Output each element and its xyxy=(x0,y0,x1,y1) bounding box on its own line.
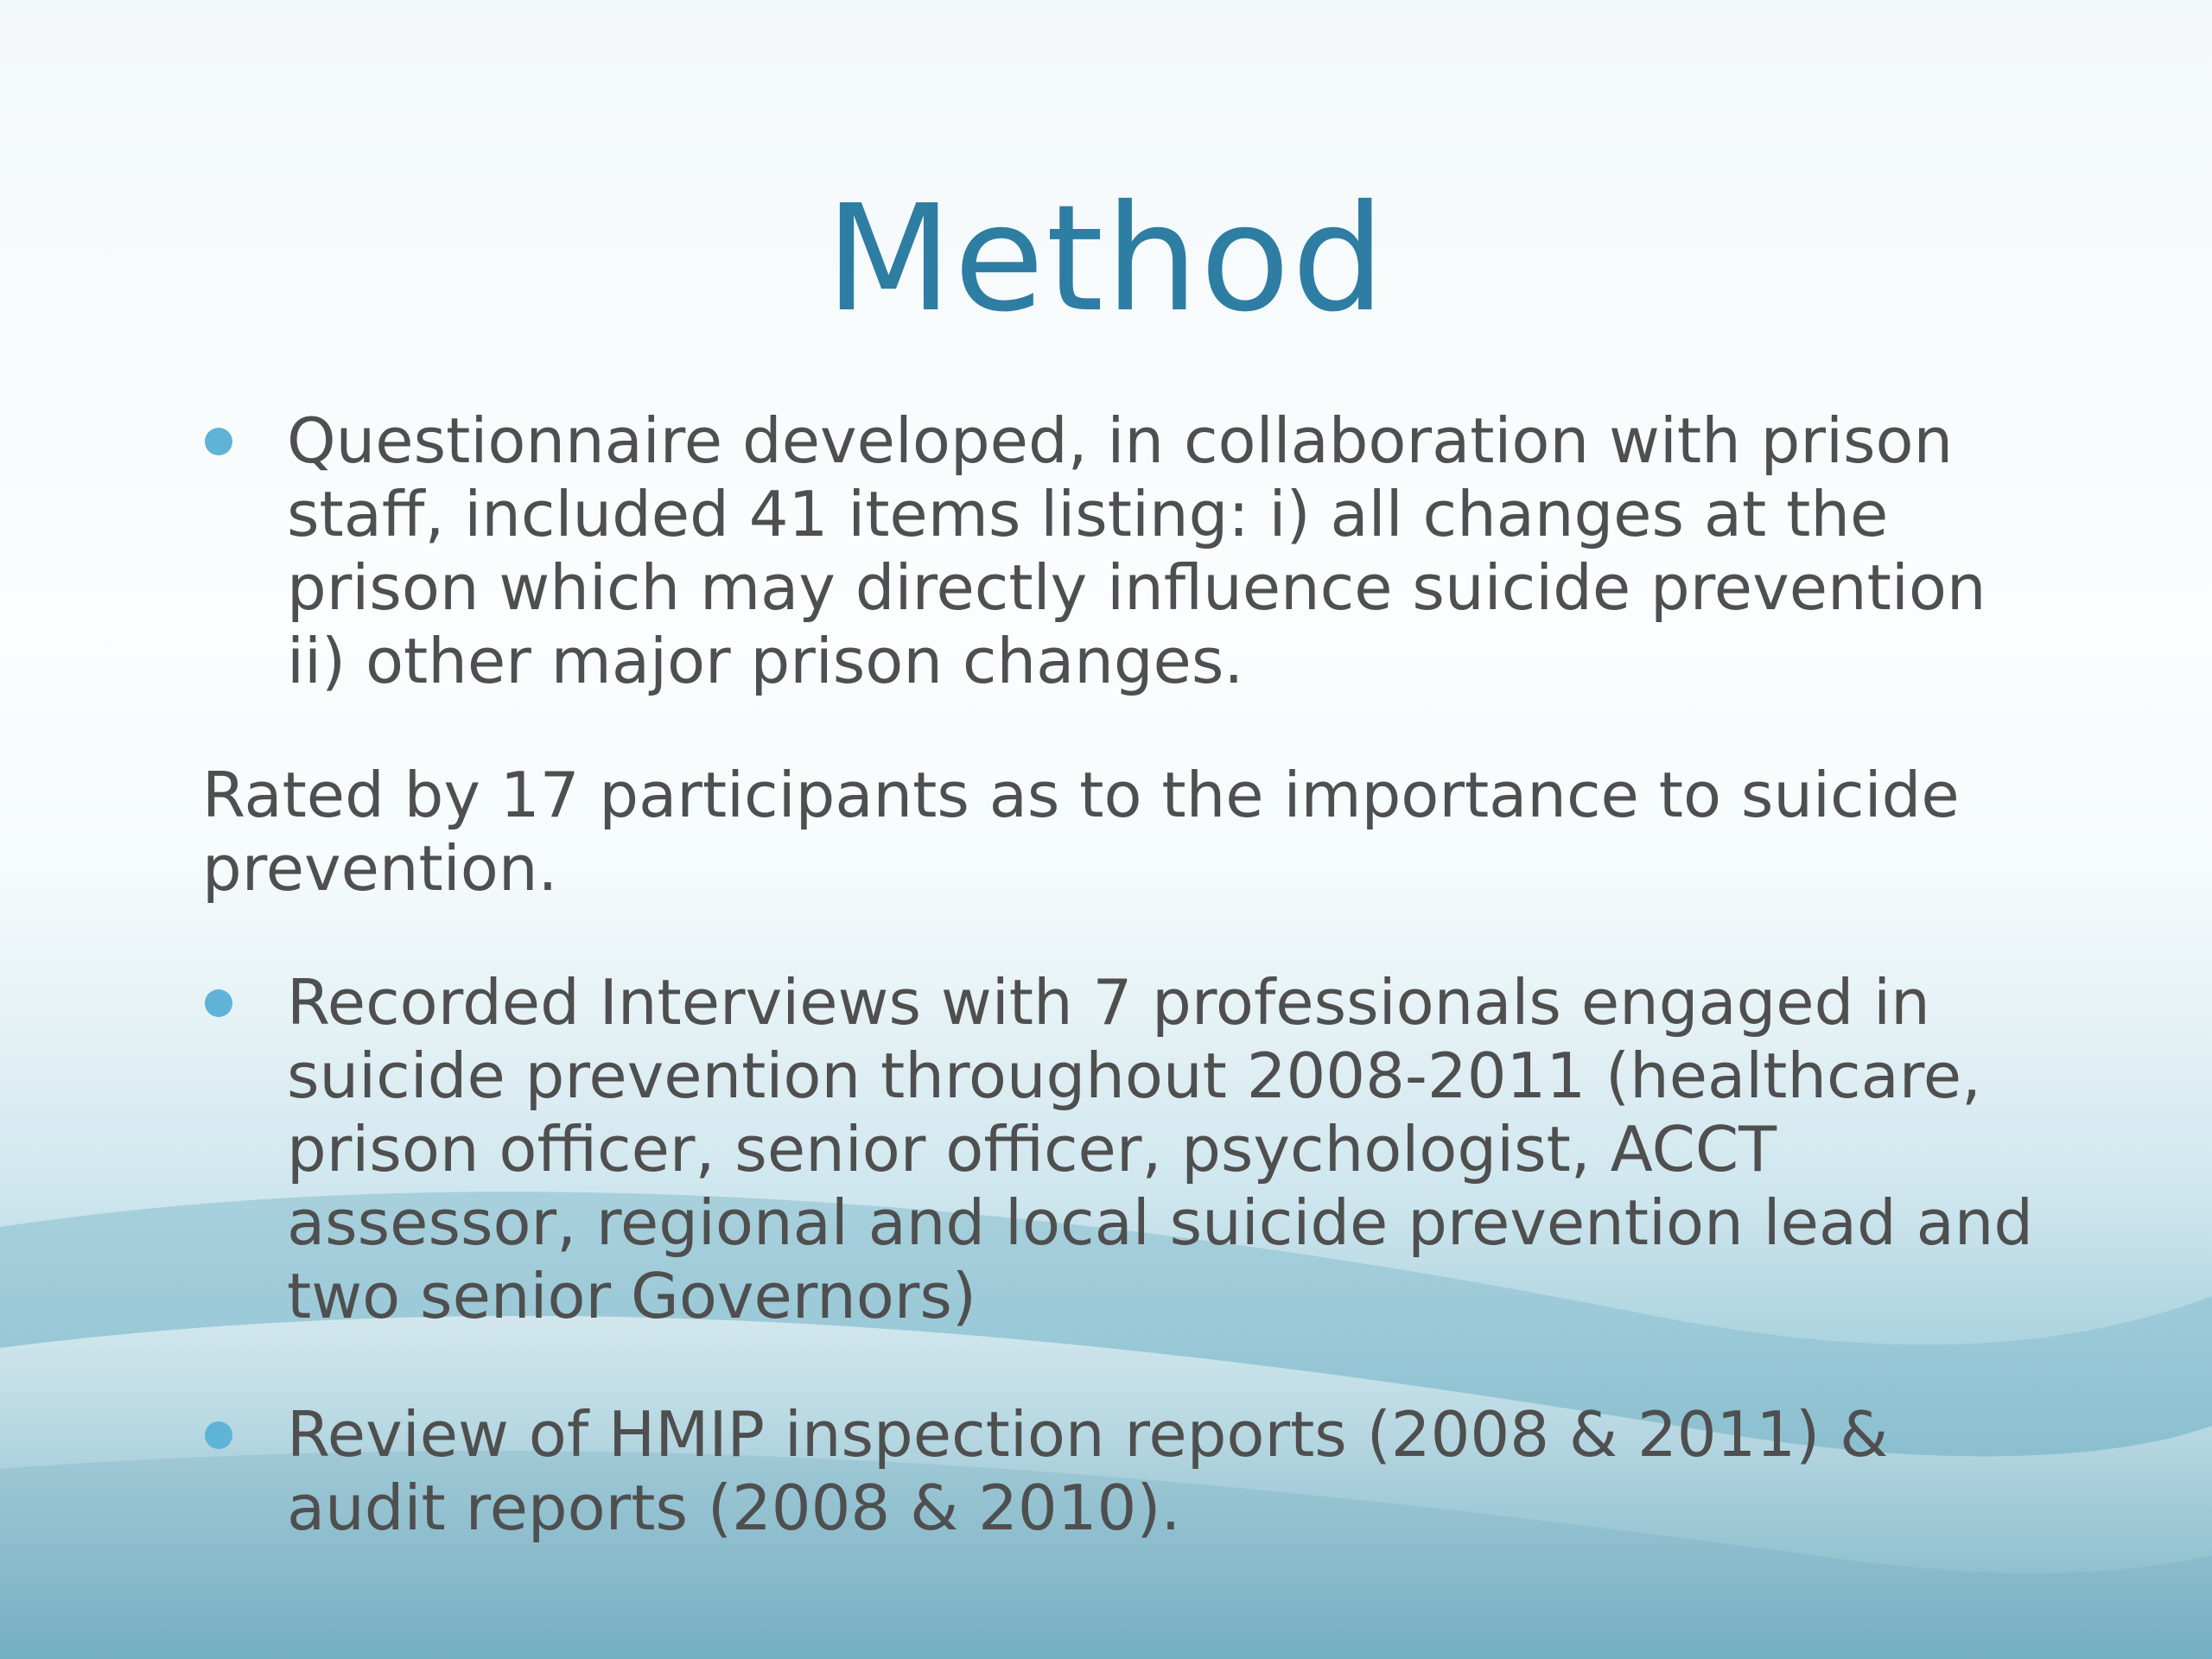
bullet-item xyxy=(202,404,2043,698)
slide-body xyxy=(202,404,2043,1545)
bullet-text: Review of HMIP inspection reports (2008 & 2011) & audit reports (2008 & 2010). xyxy=(287,1398,1889,1544)
bullet-dot-icon xyxy=(205,428,232,455)
bullet-item xyxy=(202,966,2043,1333)
plain-paragraph: Rated by 17 participants as to the importance to suicide prevention. xyxy=(202,759,1960,905)
bullet-text: Questionnaire developed, in collaboration with prison staff, included 41 items listing: i) all changes at the prison which may directly influence suicide prevention ii) other major prison changes. xyxy=(287,404,1986,697)
bullet-item xyxy=(202,1398,2043,1545)
bullet-text: Recorded Interviews with 7 professionals engaged in suicide prevention throughout 2008-2011 (healthcare, prison officer, senior officer, psychologist, ACCT assessor, regional and local suicide prevention lead and two senior Governors) xyxy=(287,966,2034,1332)
slide-title: Method xyxy=(825,174,1387,345)
bullet-dot-icon xyxy=(205,989,232,1017)
bullet-dot-icon xyxy=(205,1421,232,1449)
